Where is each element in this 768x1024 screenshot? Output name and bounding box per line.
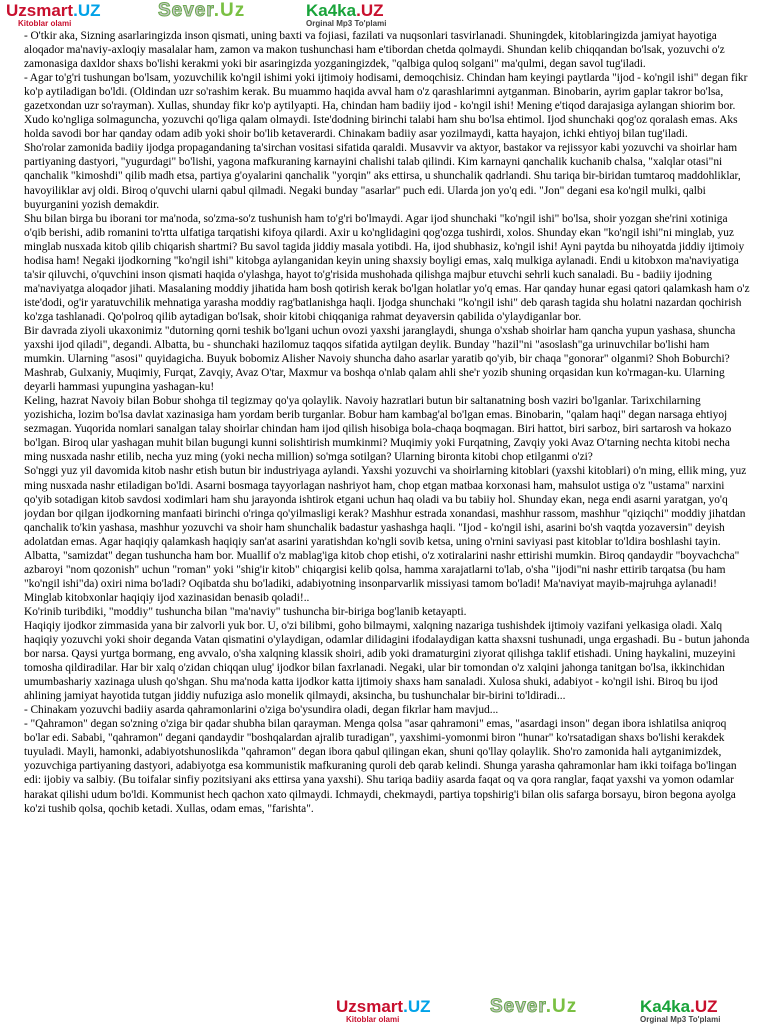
- uzsmart-logo-name: Uzsmart: [6, 1, 74, 20]
- ka4ka-logo-tagline: Orginal Mp3 To'plami: [640, 1015, 721, 1024]
- paragraph: Shu bilan birga bu iborani tor ma'noda, so'zma-so'z tushunish ham to'g'ri bo'lmaydi. Agar ijod shunchaki "ko'ngil ishi" bo'lsa, shoir yozgan she'rini xotiniga o'qib berishi, adib romanini to'rtta ulfatiga tarqatishi kifoya qilardi. Axir u ko'nglidagini qog'ozga tushirdi, xolos. Shunday ekan "ko'ngil ishi"ni minglab, yuz minglab nusxada kitob qilib chiqarish shartmi? Bu savol tagida jiddiy masala yotibdi. Ha, ijod shubhasiz, ko'ngil ishi! Ayni paytda bu nihoyatda jiddiy ijtimoiy hodisa ham! Negaki ijodkorning "ko'ngil ishi" kitobga aylanganidan keyin uning shaxsiy boyligi emas, xalq mulkiga aylanadi. Endi u kitobxon ma'naviyatiga ta'sir qiluvchi, o'quvchini inson qismati haqida o'ylashga, hayot to'g'risida mushohada qilishga majbur etuvchi sehrli kuch sanaladi. Bu - badiiy ijodning ma'naviyatga aloqador jihati. Masalaning moddiy jihatida ham bosh qotirish kerak bo'lgan holatlar yo'q emas. Har qanday hunar egasi qatori qalamkash ham o'z iste'dodi, og'ir yaratuvchilik mehnatiga yarasha moddiy rag'batlanishga haqli. Ijodga shunchaki "ko'ngil ishi" deb qarash tagida shu holatni nazardan qochirish ko'zga tashlanadi. Qo'polroq qilib aytadigan bo'lsak, shoir kitobi chiqqaniga rahmat deyaversin qabilida o'ylaydiganlar bor.: [24, 212, 750, 323]
- ka4ka-logo-name: Ka4ka: [640, 997, 691, 1016]
- uzsmart-logo-tld: .UZ: [403, 997, 431, 1016]
- ka4ka-logo[interactable]: [640, 998, 720, 1024]
- uzsmart-logo[interactable]: [336, 998, 430, 1024]
- paragraph: - Agar to'g'ri tushungan bo'lsam, yozuvchilik ko'ngil ishimi yoki ijtimoiy hodisami, demoqchisiz. Chindan ham keyingi paytlarda "ijod - ko'ngil ishi" degan fikr ko'p aytiladigan bo'ldi. (Oldindan uzr so'rashim kerak. Bu muammo haqida avval ham o'z qarashlarimni aytganman. Binobarin, ayrim gaplar takror bo'lsa, gazetxondan uzr so'rayman). Xullas, shunday fikr ko'p aytilyapti. Ha, chindan ham badiiy ijod - ko'ngil ishi! Mening e'tiqod darajasiga aylangan shiorim bor. Xudo ko'ngliga solmaguncha, yozuvchi qo'liga qalam olmaydi. Iste'dodning birinchi talabi ham shu bo'lsa ehtimol. Ijod shunchaki qog'oz qoralash emas. Aks holda savodi bor har qanday odam adib yoki shoir bo'lib ketaverardi. Chinakam badiiy asar yozilmaydi, katta hayajon, ichki ehtiyoj bilan tug'iladi.: [24, 72, 748, 141]
- ka4ka-logo-tagline: Orginal Mp3 To'plami: [306, 19, 387, 28]
- ka4ka-logo[interactable]: [306, 2, 386, 28]
- uzsmart-logo-tagline: Kitoblar olami: [346, 1015, 400, 1024]
- uzsmart-logo-tagline: Kitoblar olami: [18, 19, 72, 28]
- page-header: [0, 0, 768, 28]
- paragraph: Bir davrada ziyoli ukaxonimiz "dutorning qorni teshik bo'lgani uchun ovozi yaxshi jaranglaydi, shunga o'xshab shoirlar ham qancha yupun yashasa, shuncha yaxshi ijod qiladi", degandi. Albatta, bu - shunchaki hazilomuz taqqos sifatida aytilgan deylik. Bunday "hazil"ni "asoslash"ga urinuvchilar bo'lishi ham mumkin. Ularning "asosi" quyidagicha. Buyuk bobomiz Alisher Navoiy shuncha daho asarlar yaratib qo'yib, bir chaqa "gonorar" olganmi? Shoh Boburchi? Mashrab, Gulxaniy, Muqimiy, Furqat, Zavqiy, Avaz O'tar, Maxmur va boshqa o'nlab qalam ahli she'r yozib shuning orqasidan kun ko'rmagan-ku. Ularning deyarli hammasi yupungina yashagan-ku!: [24, 324, 736, 394]
- sever-logo-name: Sever: [158, 0, 214, 21]
- sever-logo[interactable]: [490, 998, 577, 1015]
- uzsmart-logo[interactable]: [6, 2, 100, 28]
- sever-logo[interactable]: [158, 2, 245, 19]
- sever-logo-name: Sever: [490, 996, 546, 1017]
- uzsmart-logo-tld: .UZ: [73, 1, 101, 20]
- paragraph: - O'tkir aka, Sizning asarlaringizda inson qismati, uning baxti va fojiasi, fazilati va nuqsonlari tasvirlanadi. Shuningdek, kitoblaringizda jamiyat hayotiga aloqador ma'naviy-axloqiy masalalar ham, zamon va makon tushunchasi ham e'tibordan chetda qolmaydi. Shundan kelib chiqqandan bo'lsak, yozuvchi o'z zamonasiga daxldor shaxs bo'lishi kerakmi yoki bir asaringizda yozganingizdek, "qalbiga quloq solgani" ma'qulmi, degan savol tug'iladi.: [24, 30, 725, 71]
- paragraph: So'nggi yuz yil davomida kitob nashr etish butun bir industriyaga aylandi. Yaxshi yozuvchi va shoirlarning kitoblari (yaxshi kitoblari) o'n ming, ellik ming, yuz ming nusxada nashr etiladigan bo'ldi. Asarni bosmaga tayyorlagan nashriyot ham, chop etgan matbaa korxonasi ham, mahsulot ustiga o'z "ustama" narxini qo'yib sotadigan kitob savdosi xodimlari ham shu jarayonda ishtirok etgani uchun haq oladi va bu tabiiy hol. Shunday ekan, nega endi asarni yaratgan, yo'q joydan bor qilgan ijodkorning manfaati birinchi o'ringa qo'yilmasligi kerak? Mashhur estrada xonandasi, mashhur rassom, mashhur "qiziqchi" moddiy jihatdan qanchalik to'kin yashasa, mashhur yozuvchi va shoir ham shunchalik badastur yashashga haqli. "Ijod - ko'ngil ishi, asarini bo'sh vaqtda yozaversin" deyish adolatdan emas. Agar haqiqiy qalamkash haqiqiy san'at asarini yaratishdan ko'ngli sovib ketsa, uning o'rnini saviyasi past kitoblar to'ldira boshlashi tayin. Albatta, "samizdat" degan tushuncha ham bor. Muallif o'z mablag'iga kitob chop etishi, o'z xotiralarini nashr ettirishi mumkin. Biroq qandaydir "boyvachcha" azbaroyi "nom qozonish" uchun "roman" yoki "shig'ir kitob" chiqargisi kelib qolsa, hamma xarajatlarni to'lab, o'sha "ijodi"ni nashr ettirib tarqatsa (bu ham "ko'ngil ishi"da) oxiri nima bo'ladi? Oqibatda shu bo'ladiki, adabiyotning insonparvarlik missiyasi tamom bo'ladi! Ma'naviyat mayib-majruhga aylanadi! Minglab kitobxonlar haqiqiy ijod xazinasidan benasib qoladi!..: [24, 465, 747, 604]
- ka4ka-logo-name: Ka4ka: [306, 1, 357, 20]
- document-body: [24, 29, 750, 991]
- paragraph: Keling, hazrat Navoiy bilan Bobur shohga til tegizmay qo'ya qolaylik. Navoiy hazratlari butun bir saltanatning bosh vaziri bo'lganlar. Tarixchilarning yozishicha, lozim bo'lsa davlat xazinasiga ham yordam berib turganlar. Bobur ham kambag'al bo'lgan emas. Binobarin, "qalam haqi" degan narsaga ehtiyoj sezmagan. Yuqorida nomlari sanalgan talay shoirlar chindan ham ijod qilish hisobiga bola-chaqa boqmagan. Biri hattot, biri sarboz, biri sartarosh va hokazo bo'lgan. Biroq ular yashagan muhit bilan bugungi kunni solishtirish mumkinmi? Muqimiy yoki Furqatning, Zavqiy yoki Avaz O'tarning nechta kitobi necha ming nusxada nashr etilib, necha yuz ming (yoki necha million) so'mga sotilgan? Ularning bironta kitobi chop etilganmi o'zi?: [24, 395, 732, 464]
- paragraph: - "Qahramon" degan so'zning o'ziga bir qadar shubha bilan qarayman. Menga qolsa "asar qahramoni" emas, "asardagi inson" degan ibora ishlatilsa aniqroq bo'lar edi. Sababi, "qahramon" degani qandaydir "boshqalardan ajralib turadigan", yaxshimi-yomonmi biron "hunar" ko'rsatadigan shaxs bo'lishi kerakdek tuyuladi. Mayli, hamonki, adabiyotshunoslikda "qahramon" degan ibora qabul qilingan ekan, shuni qo'llay qolaylik. Sho'ro zamonida hali aytganimizdek, yozuvchiga partiyaning dastyori, adabiyotga esa kommunistik mafkuraning quroli deb qarab kelindi. Shunga yarasha qahramonlar ham ikki toifaga bo'lingan edi: ijobiy va salbiy. (Bu toifalar sinfiy pozitsiyani aks ettirsa yana yaxshi). Shu tariqa badiiy asarda faqat oq va qora ranglar, faqat yaxshi va yomon odamlar harakat qilishi udum bo'ldi. Kommunist hech qachon xato qilmaydi. Ichmaydi, chekmaydi, partiya topshirig'i bilan olis safarga borsayu, biron begona ayolga ko'zi tushib qolsa, qochib ketadi. Xullas, odam emas, "farishta".: [24, 718, 737, 815]
- sever-logo-tld: .Uz: [545, 996, 578, 1017]
- uzsmart-logo-name: Uzsmart: [336, 997, 404, 1016]
- sever-logo-tld: .Uz: [213, 0, 246, 21]
- paragraph: Haqiqiy ijodkor zimmasida yana bir zalvorli yuk bor. U, o'zi bilibmi, goho bilmaymi, xalqning nazariga tushishdek ijtimoiy vazifani yelkasiga oladi. Xalq haqiqiy yozuvchi yoki shoir deganda Vatan qismatini o'ylaydigan, odamlar dilidagini ifodalaydigan katta shaxsni tushunadi, unga ergashadi. Bu - butun jahonda bor narsa. Qaysi yurtga bormang, eng avvalo, o'sha xalqning klassik shoiri, adib yoki dramaturgini ziyorat qilishga taklif etishadi. Uning haykalini, muzeyini tomosha qildiradilar. Har bir xalq o'zidan chiqqan ulug' ijodkor bilan faxrlanadi. Negaki, ular bir tomondan o'z xalqini jahonga tanitgan bo'lsa, ikkinchidan umumbashariy xazinaga ulush qo'shgan. Shu ma'noda katta ijodkor katta ijtimoiy shaxs ham sanaladi. Xulosa shuki, adabiyot - ko'ngil ishi. Biroq bu ijod ahlining jamiyat hayotida tutgan jiddiy nufuziga aslo monelik qilmaydi, aksincha, bu tushunchalar bir-birini to'ldiradi...: [24, 619, 750, 703]
- ka4ka-logo-tld: .UZ: [356, 1, 384, 20]
- paragraph: Ko'rinib turibdiki, "moddiy" tushuncha bilan "ma'naviy" tushuncha bir-biriga bog'lanib ketayapti.: [24, 605, 467, 618]
- ka4ka-logo-tld: .UZ: [690, 997, 718, 1016]
- paragraph: - Chinakam yozuvchi badiiy asarda qahramonlarini o'ziga bo'ysundira oladi, degan fikrlar ham mavjud...: [24, 704, 499, 717]
- paragraph: Sho'rolar zamonida badiiy ijodga propagandaning ta'sirchan vositasi sifatida qaraldi. Musavvir va aktyor, bastakor va rejissyor kabi yozuvchi va shoirlar ham partiyaning dastyori, "yugurdagi" bo'lishi, yagona mafkuraning karnayini chalishi talab qilindi. Kim karnayni qanchalik kuchanib chalsa, "xalqlar otasi"ni qanchalik "kimoshdi" qilib madh etsa, partiya g'oyalarini qanchalik "yorqin" aks ettirsa, u shunchalik qadrlandi. Shu tariqa bir-biridan tumtaroq maddohliklar, havoyiliklar avj oldi. Biroq o'quvchi ularni qabul qilmadi. Negaki bunday "asarlar" puch edi. Ularda jon yo'q edi. "Jon" degani esa ko'ngil mulki, qalbi buyurganini yozish demakdir.: [24, 142, 741, 211]
- page-footer: [0, 994, 768, 1024]
